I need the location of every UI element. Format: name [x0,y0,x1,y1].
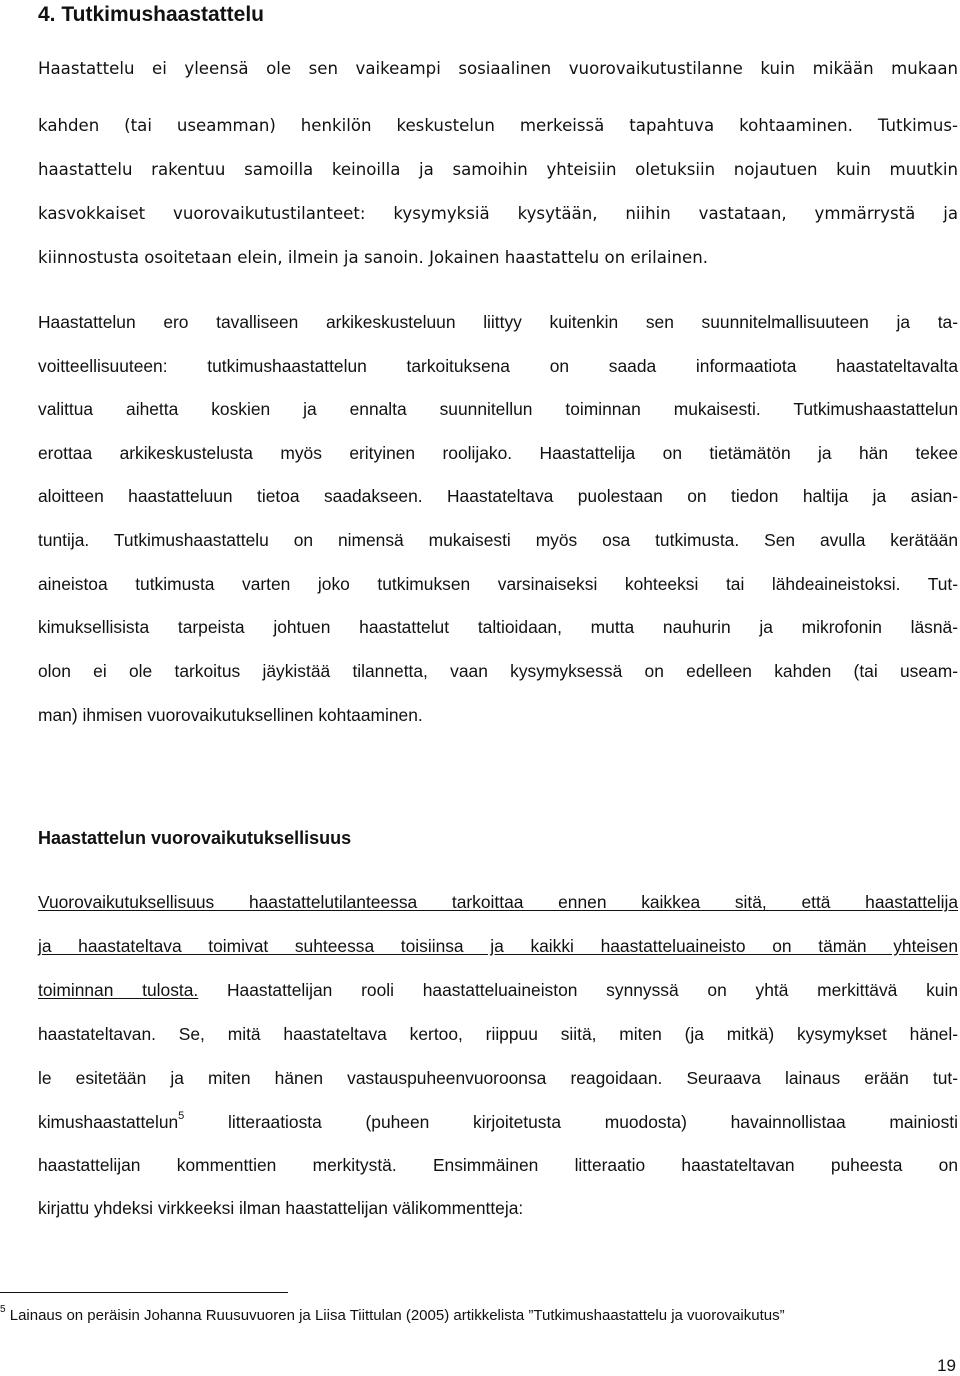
text-line: le esitetään ja miten hänen vastauspuheenvuoroonsa reagoidaan. Seuraava lainaus erään tut- [38,1068,958,1088]
text-line: haastateltavan. Se, mitä haastateltava kertoo, riippuu siitä, miten (ja mitkä) kysymykset hänel- [38,1024,958,1044]
footnote-marker: 5 [0,1304,6,1315]
text-line: kirjattu yhdeksi virkkeeksi ilman haastattelijan välikommentteja: [38,1198,524,1218]
text-line: kimuksellisista tarpeista johtuen haastattelut taltioidaan, mutta nauhurin ja mikrofonin läsnä- [38,617,958,637]
text-line: erottaa arkikeskustelusta myös erityinen roolijako. Haastattelija on tietämätön ja hän tekee [38,443,958,463]
text-line: aineistoa tutkimusta varten joko tutkimuksen varsinaiseksi kohteeksi tai lähdeaineistoksi. Tut- [38,574,958,594]
text-line: haastattelu rakentuu samoilla keinoilla ja samoihin yhteisiin oletuksiin nojautuen kuin muutkin [38,160,958,179]
text-line [38,890,958,914]
text-line [38,934,958,958]
text-line: man) ihmisen vuorovaikutuksellinen kohtaaminen. [38,705,423,725]
text-line [38,1110,958,1134]
text-line: Haastattelu ei yleensä ole sen vaikeampi sosiaalinen vuorovaikutustilanne kuin mikään mukaan [38,59,958,78]
footnote-reference: 5 [178,1110,185,1122]
footnote [0,1306,960,1326]
text-run: Haastattelijan rooli haastatteluaineiston synnyssä on yhtä merkittävä kuin [198,980,959,1000]
text-line: valittua aihetta koskien ja ennalta suunnitellun toiminnan mukaisesti. Tutkimushaastattelun [38,399,958,419]
text-line: Haastattelun ero tavalliseen arkikeskusteluun liittyy kuitenkin sen suunnitelmallisuuteen ja ta- [38,312,958,332]
text-line: olon ei ole tarkoitus jäykistää tilannetta, vaan kysymyksessä on edelleen kahden (tai useam- [38,661,958,681]
chapter-heading: 4. Tutkimushaastattelu [38,3,264,26]
text-line: kasvokkaiset vuorovaikutustilanteet: kysymyksiä kysytään, niihin vastataan, ymmärrystä ja [38,204,958,223]
text-line [38,978,958,1002]
footnote-text: Lainaus on peräisin Johanna Ruusuvuoren ja Liisa Tiittulan (2005) artikkelista ”Tutkimushaastattelu ja vuorovaikutus” [5,1307,785,1324]
text-line: kiinnostusta osoitetaan elein, ilmein ja sanoin. Jokainen haastattelu on erilainen. [38,248,709,267]
text-line: aloitteen haastatteluun tietoa saadakseen. Haastateltava puolestaan on tiedon haltija ja asian- [38,486,958,506]
underlined-text: toiminnan tulosta. [38,980,199,1000]
section-subheading: Haastattelun vuorovaikutuksellisuus [38,828,352,848]
underlined-text: ja haastateltava toimivat suhteessa toisiinsa ja kaikki haastatteluaineisto on tämän yhteisen [38,936,958,956]
text-run: kimushaastattelun [38,1112,179,1132]
text-line: voitteellisuuteen: tutkimushaastattelun tarkoituksena on saada informaatiota haastateltavalta [38,356,958,376]
text-line: tuntija. Tutkimushaastattelu on nimensä mukaisesti myös osa tutkimusta. Sen avulla kerätään [38,530,958,550]
footnote-separator [0,1292,288,1293]
underlined-text: Vuorovaikutuksellisuus haastattelutilanteessa tarkoittaa ennen kaikkea sitä, että haastattelija [38,892,958,912]
page-number: 19 [937,1356,956,1375]
text-run: litteraatiosta (puheen kirjoitetusta muodosta) havainnollistaa mainiosti [184,1112,958,1132]
text-line: kahden (tai useamman) henkilön keskustelun merkeissä tapahtuva kohtaaminen. Tutkimus- [38,116,958,135]
text-line: haastattelijan kommenttien merkitystä. Ensimmäinen litteraatio haastateltavan puheesta on [38,1155,958,1175]
